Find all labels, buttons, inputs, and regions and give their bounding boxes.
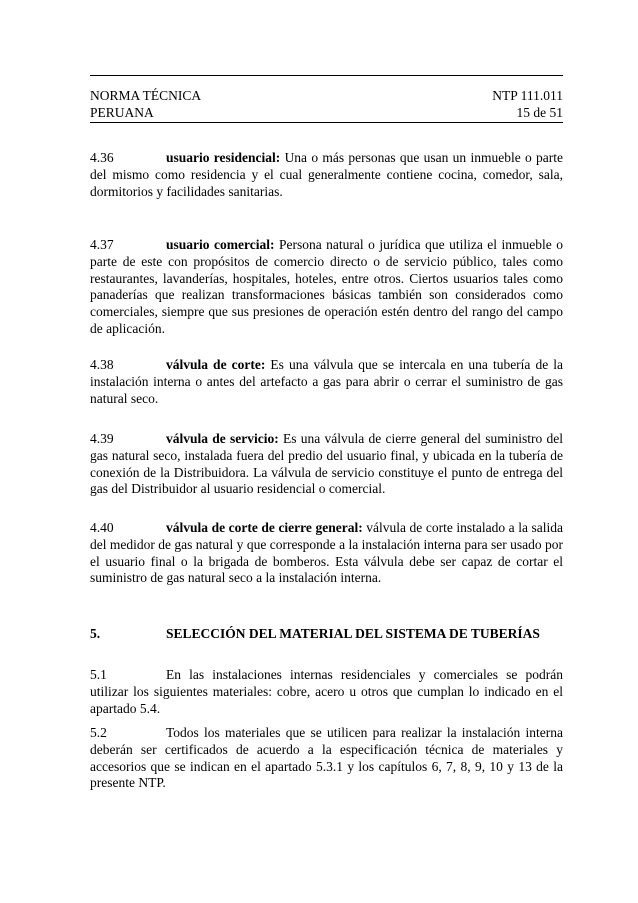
- standard-name-line1: NORMA TÉCNICA: [90, 88, 202, 103]
- definition-text: Una o más personas que usan un inmueble o parte del mismo como residencia y el cual generalmente contiene cocina, comedor, sala, dormitorios y facilidades sanitarias.: [90, 150, 563, 199]
- section-title: SELECCIÓN DEL MATERIAL DEL SISTEMA DE TUBERÍAS: [166, 626, 540, 641]
- clause-number: 4.37: [90, 237, 114, 252]
- section-5-heading: [90, 626, 563, 643]
- clause-5-1: [90, 667, 563, 717]
- definition-text: válvula de corte instalado a la salida del medidor de gas natural y que corresponde a la instalación interna para ser usado por el usuario final o la brigada de bomberos. Esta válvula debe ser capaz de cortar el suministro de gas natural seco a la instalación interna.: [90, 520, 564, 586]
- header-top-rule: [90, 75, 563, 76]
- definition-4-38: [90, 357, 563, 407]
- definition-4-40: [90, 520, 563, 587]
- page-number: 15 de 51: [516, 104, 563, 120]
- defined-term: válvula de servicio:: [166, 431, 279, 446]
- clause-number: 4.40: [90, 520, 114, 535]
- standard-name-line2: PERUANA: [90, 104, 154, 120]
- clause-number: 5.2: [90, 725, 107, 740]
- definition-text: Persona natural o jurídica que utiliza el inmueble o parte de este con propósitos de comercio directo o de servicio público, tales como restaurantes, lavanderías, hospitales, hoteles, entre otros. Ciertos usuarios tales como panaderías que realizan transformaciones básicas también son considerados como comerciales, siempre que sus presiones de operación estén dentro del rango del campo de aplicación.: [90, 237, 563, 336]
- definition-4-36: [90, 150, 563, 200]
- clause-text: En las instalaciones internas residenciales y comerciales se podrán utilizar los siguientes materiales: cobre, acero u otros que cumplan lo indicado en el apartado 5.4.: [90, 667, 563, 716]
- clause-5-2: [90, 725, 563, 792]
- clause-number: 5.1: [90, 667, 107, 682]
- section-number: 5.: [90, 626, 101, 641]
- header-bottom-rule: [90, 122, 563, 123]
- clause-number: 4.36: [90, 150, 114, 165]
- definition-4-37: [90, 237, 563, 338]
- standard-code: NTP 111.011: [492, 88, 563, 103]
- defined-term: usuario residencial:: [166, 150, 281, 165]
- clause-text: Todos los materiales que se utilicen para realizar la instalación interna deberán ser certificados de acuerdo a la especificación técnica de materiales y accesorios que se indican en el apartado 5.3.1 y los capítulos 6, 7, 8, 9, 10 y 13 de la presente NTP.: [90, 725, 563, 791]
- definition-text: Es una válvula de cierre general del suministro del gas natural seco, instalada fuera del predio del usuario final, y ubicada en la tubería de conexión de la Distribuidora. La válvula de servicio constituye el punto de entrega del gas del Distribuidor al usuario residencial o comercial.: [90, 431, 563, 497]
- page-header: [90, 88, 563, 121]
- defined-term: válvula de corte:: [166, 357, 266, 372]
- definition-4-39: [90, 431, 563, 498]
- clause-number: 4.39: [90, 431, 114, 446]
- defined-term: válvula de corte de cierre general:: [166, 520, 363, 535]
- defined-term: usuario comercial:: [166, 237, 275, 252]
- clause-number: 4.38: [90, 357, 114, 372]
- definition-text: Es una válvula que se intercala en una tubería de la instalación interna o antes del artefacto a gas para abrir o cerrar el suministro de gas natural seco.: [90, 357, 564, 406]
